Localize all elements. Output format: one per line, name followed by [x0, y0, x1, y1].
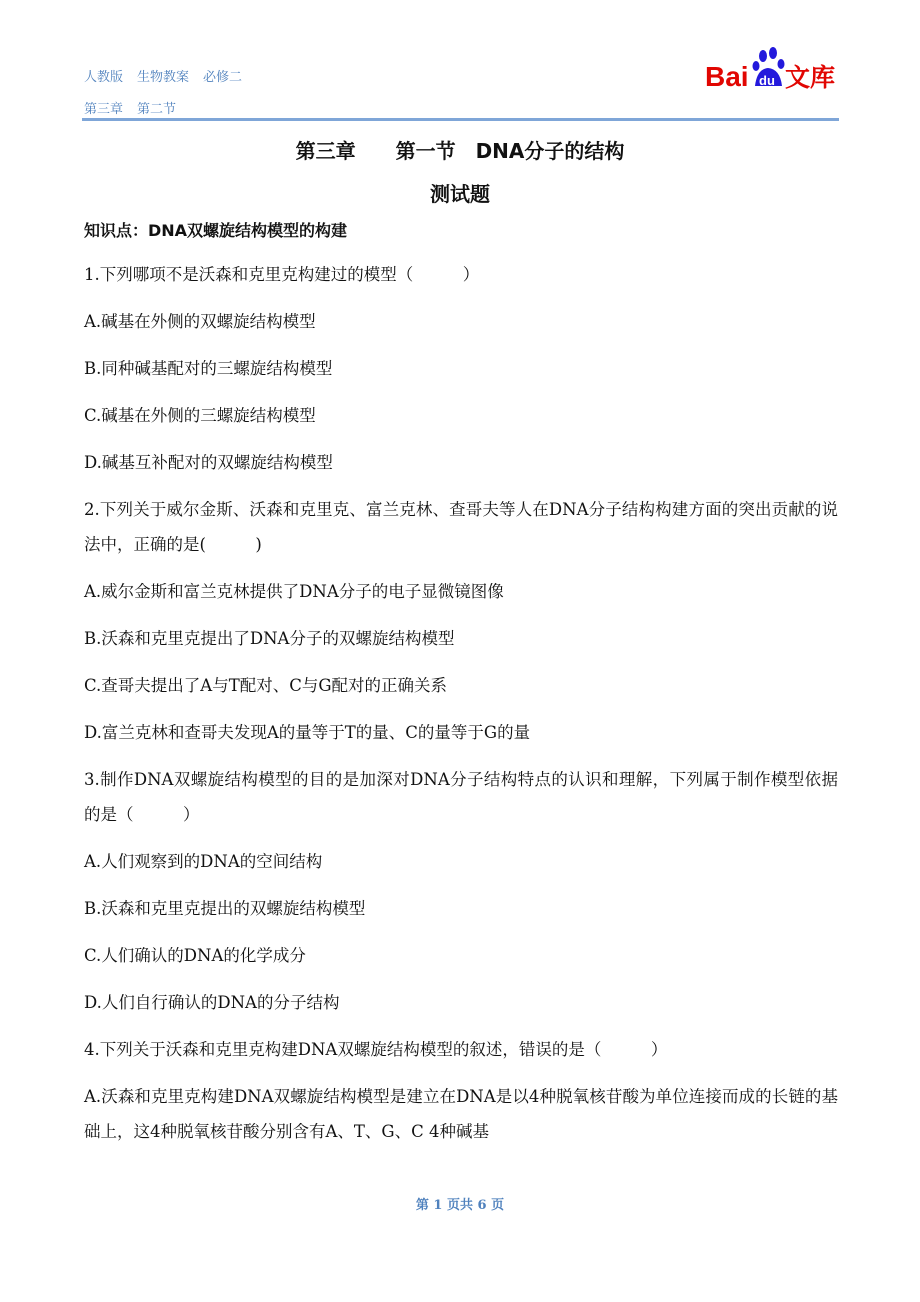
- header-chapter: 第三章: [84, 102, 124, 117]
- question-stem: 1.下列哪项不是沃森和克里克构建过的模型（ ）: [84, 265, 480, 284]
- option: C.碱基在外侧的三螺旋结构模型: [84, 406, 316, 425]
- question-stem: 4.下列关于沃森和克里克构建DNA双螺旋结构模型的叙述，错误的是（ ）: [84, 1040, 668, 1059]
- knowledge-point-heading: 知识点：DNA双螺旋结构模型的构建: [84, 221, 348, 240]
- question-list: [84, 257, 838, 1161]
- option: D.碱基互补配对的双螺旋结构模型: [84, 453, 333, 472]
- option: D.人们自行确认的DNA的分子结构: [84, 993, 340, 1012]
- svg-text:文库: 文库: [785, 63, 836, 92]
- option: C.人们确认的DNA的化学成分: [84, 946, 306, 965]
- page-title: 第三章 第一节 DNA分子的结构: [295, 139, 625, 163]
- question-stem: 3.制作DNA双螺旋结构模型的目的是加深对DNA分子结构特点的认识和理解，下列属于制作模型依据的是（ ）: [84, 770, 838, 824]
- option: B.同种碱基配对的三螺旋结构模型: [84, 359, 333, 378]
- header-section: 第二节: [137, 102, 177, 117]
- option: A.威尔金斯和富兰克林提供了DNA分子的电子显微镜图像: [84, 582, 504, 601]
- option: A.碱基在外侧的双螺旋结构模型: [84, 312, 316, 331]
- option: D.富兰克林和查哥夫发现A的量等于T的量、C的量等于G的量: [84, 723, 531, 742]
- header-volume: 必修二: [203, 70, 243, 85]
- page-subtitle: 测试题: [430, 182, 490, 206]
- baidu-wenku-logo: [705, 44, 840, 94]
- option: A.沃森和克里克构建DNA双螺旋结构模型是建立在DNA是以4种脱氧核苷酸为单位连接而成的长链的基础上，这4种脱氧核苷酸分别含有A、T、G、C 4种碱基: [84, 1087, 838, 1141]
- header-line-2: [84, 98, 190, 117]
- question-stem: 2.下列关于威尔金斯、沃森和克里克、富兰克林、查哥夫等人在DNA分子结构构建方面的突出贡献的说法中，正确的是( ): [84, 500, 838, 554]
- option: B.沃森和克里克提出了DNA分子的双螺旋结构模型: [84, 629, 455, 648]
- option: B.沃森和克里克提出的双螺旋结构模型: [84, 899, 366, 918]
- header-subject: 生物教案: [137, 70, 190, 85]
- option: A.人们观察到的DNA的空间结构: [84, 852, 323, 871]
- header-divider: [82, 118, 839, 121]
- header-edition: 人教版: [84, 70, 124, 85]
- option: C.查哥夫提出了A与T配对、C与G配对的正确关系: [84, 676, 448, 695]
- svg-text:Bai: Bai: [705, 61, 749, 92]
- page-number-footer: 第 1 页共 6 页: [415, 1198, 505, 1213]
- svg-text:du: du: [759, 73, 775, 88]
- header-line-1: [84, 66, 256, 85]
